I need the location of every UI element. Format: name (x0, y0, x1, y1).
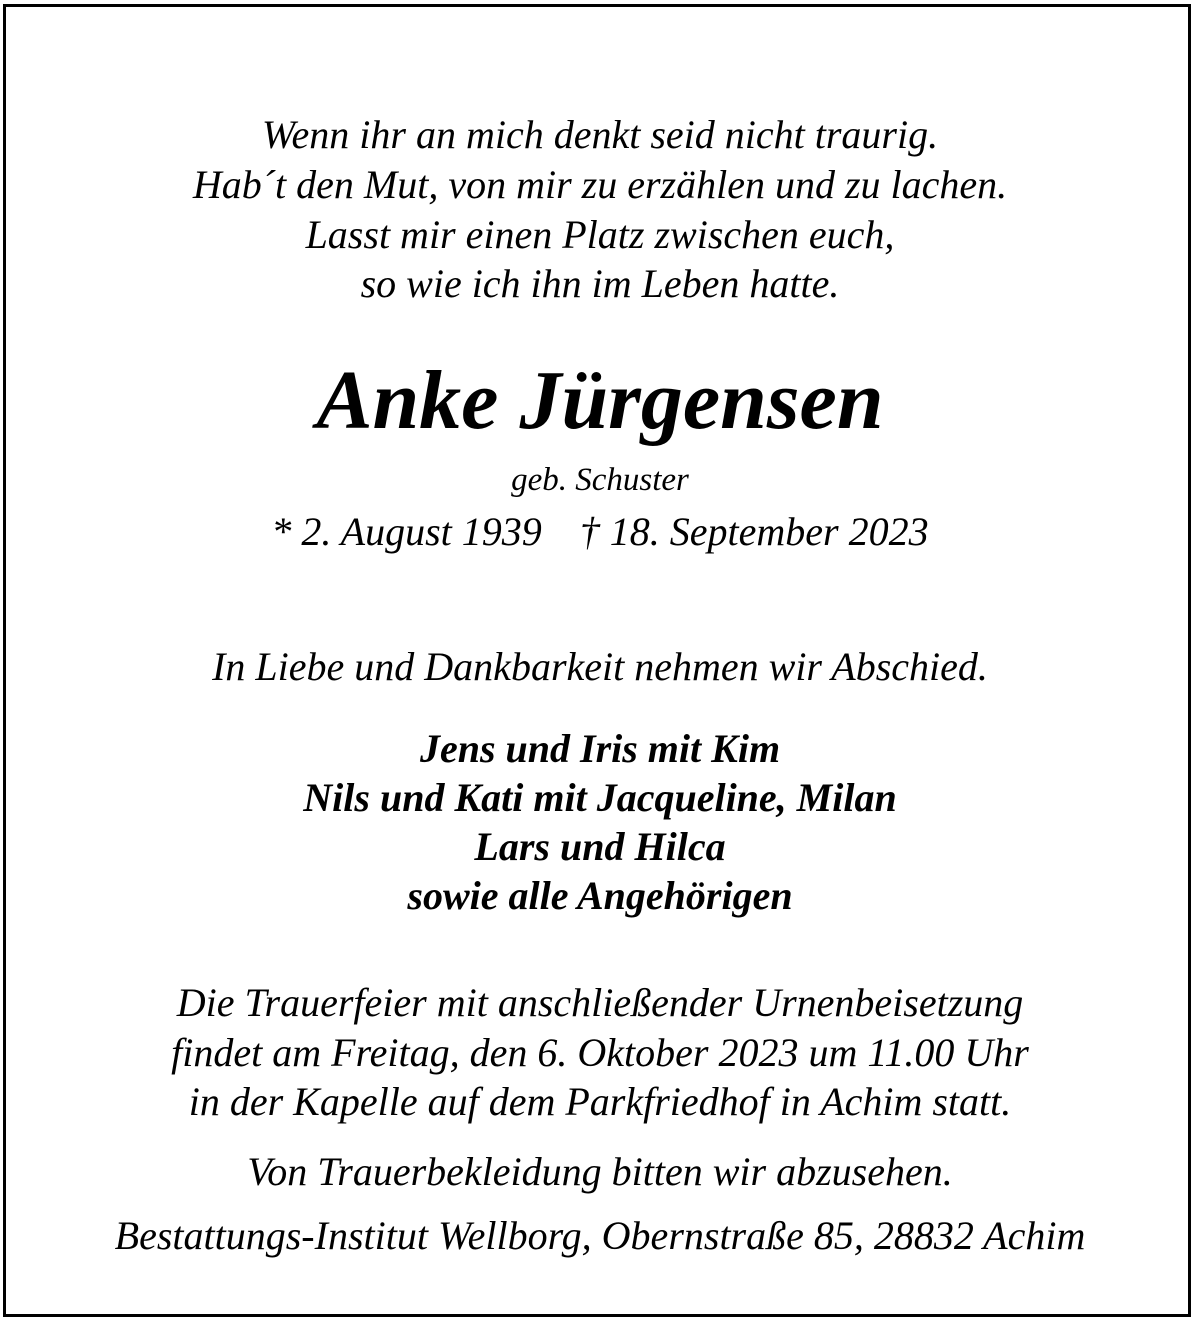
funeral-home-address: Bestattungs-Institut Wellborg, Obernstraße 85, 28832 Achim (114, 1213, 1086, 1258)
ceremony-line-2: findet am Freitag, den 6. Oktober 2023 um 11.00 Uhr (171, 1030, 1029, 1075)
poem-line-3: Lasst mir einen Platz zwischen euch, (305, 212, 895, 257)
birth-date: * 2. August 1939 (271, 509, 542, 554)
poem-line-4: so wie ich ihn im Leben hatte. (360, 261, 840, 306)
dress-note: Von Trauerbekleidung bitten wir abzusehen. (247, 1149, 953, 1194)
family-line-3: Lars und Hilca (474, 824, 726, 869)
life-dates (0, 509, 1200, 554)
death-date: † 18. September 2023 (579, 509, 929, 554)
family-line-2: Nils und Kati mit Jacqueline, Milan (303, 775, 897, 820)
poem-line-1: Wenn ihr an mich denkt seid nicht traurig. (261, 112, 939, 157)
farewell-text: In Liebe und Dankbarkeit nehmen wir Abschied. (212, 644, 988, 689)
family-line-1: Jens und Iris mit Kim (419, 726, 781, 771)
ceremony-line-3: in der Kapelle auf dem Parkfriedhof in Achim statt. (188, 1079, 1012, 1124)
deceased-name: Anke Jürgensen (316, 354, 884, 447)
ceremony-line-1: Die Trauerfeier mit anschließender Urnenbeisetzung (176, 980, 1024, 1025)
family-line-4: sowie alle Angehörigen (407, 873, 793, 918)
poem-line-2: Hab´t den Mut, von mir zu erzählen und zu lachen. (192, 162, 1008, 207)
birth-name: geb. Schuster (511, 462, 689, 498)
